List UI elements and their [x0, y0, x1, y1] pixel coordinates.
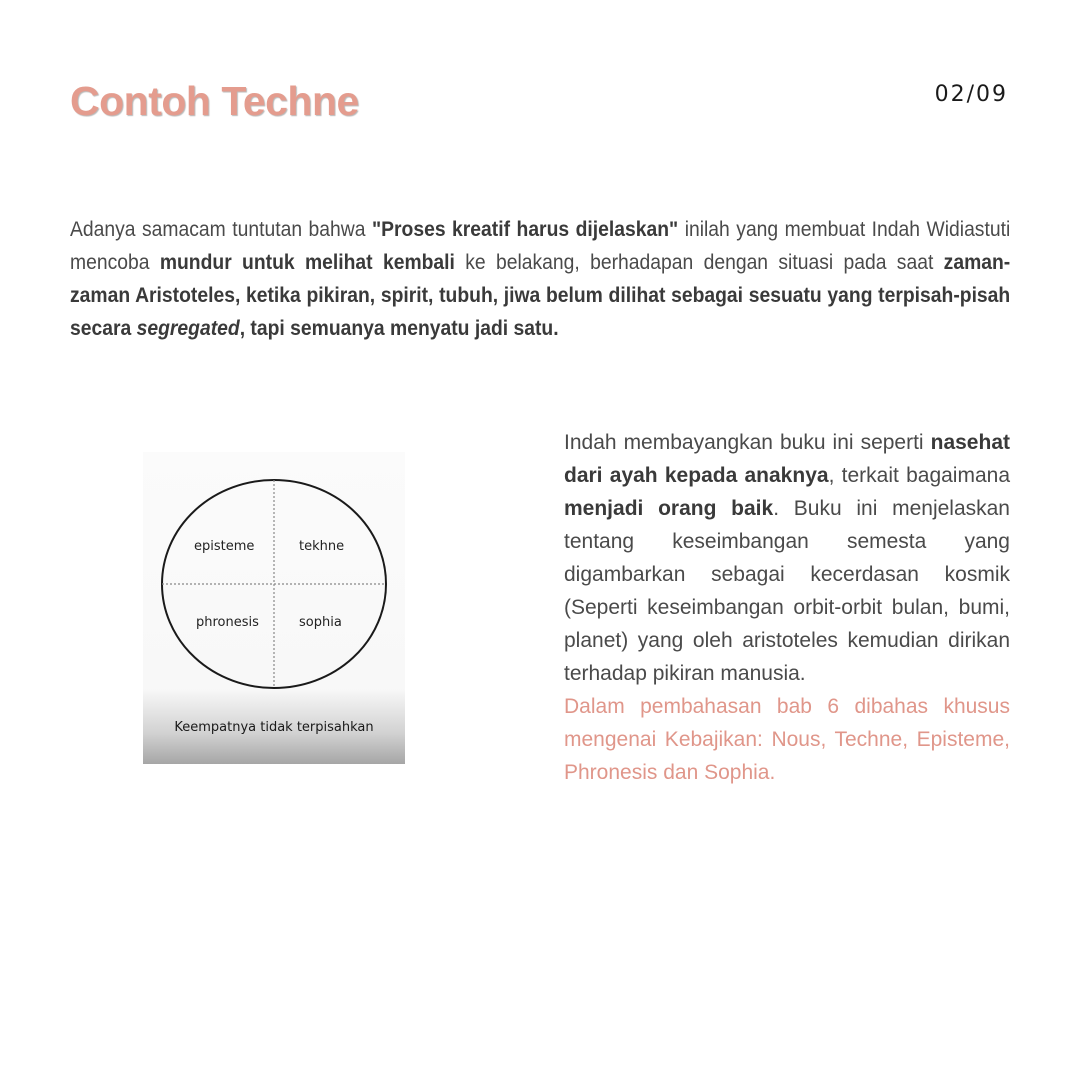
chapter-note: Dalam pembahasan bab 6 dibahas khusus mengenai Kebajikan: Nous, Techne, Episteme, Phronesis dan Sophia.	[564, 695, 1010, 784]
intro-bold-italic: segregated	[136, 317, 240, 340]
page-title: Contoh Techne	[70, 78, 359, 124]
intro-text: ke belakang, berhadapan dengan situasi pada saat	[454, 251, 944, 274]
page-number: 02/09	[934, 82, 1008, 107]
four-virtues-diagram	[143, 452, 405, 764]
right-column-paragraph	[564, 426, 1010, 690]
intro-text: inilah yang membuat Indah Widiastuti mencoba	[70, 218, 1011, 274]
right-column	[564, 426, 1010, 789]
right-bold: nasehat dari ayah kepada anaknya	[564, 431, 1010, 487]
intro-bold: mundur untuk melihat kembali	[159, 251, 455, 274]
right-bold: menjadi orang baik	[564, 497, 774, 520]
right-text: Indah membayangkan buku ini seperti	[564, 431, 931, 454]
right-text: , terkait bagaimana	[828, 464, 1010, 487]
intro-paragraph	[70, 213, 1010, 345]
quadrant-label-sophia: sophia	[299, 615, 342, 630]
quadrant-label-phronesis: phronesis	[196, 615, 259, 630]
right-text: . Buku ini menjelaskan tentang keseimbangan semesta yang digambarkan sebagai kecerdasan kosmik (Seperti keseimbangan orbit-orbit bulan, bumi, planet) yang oleh aristoteles kemudian dirikan terhadap pikiran manusia.	[564, 497, 1010, 685]
figure-caption: Keempatnya tidak terpisahkan	[174, 720, 374, 735]
circle-quadrant-graphic	[143, 452, 405, 764]
intro-bold: "Proses kreatif harus dijelaskan"	[371, 218, 679, 241]
intro-bold: zaman-zaman Aristoteles, ketika pikiran, spirit, tubuh, jiwa belum dilihat sebagai sesuatu yang terpisah-pisah secara	[70, 251, 1011, 340]
intro-text: Adanya samacam tuntutan bahwa	[70, 218, 372, 241]
intro-bold: , tapi semuanya menyatu jadi satu.	[239, 317, 559, 340]
quadrant-label-tekhne: tekhne	[299, 539, 345, 554]
quadrant-label-episteme: episteme	[194, 539, 255, 554]
